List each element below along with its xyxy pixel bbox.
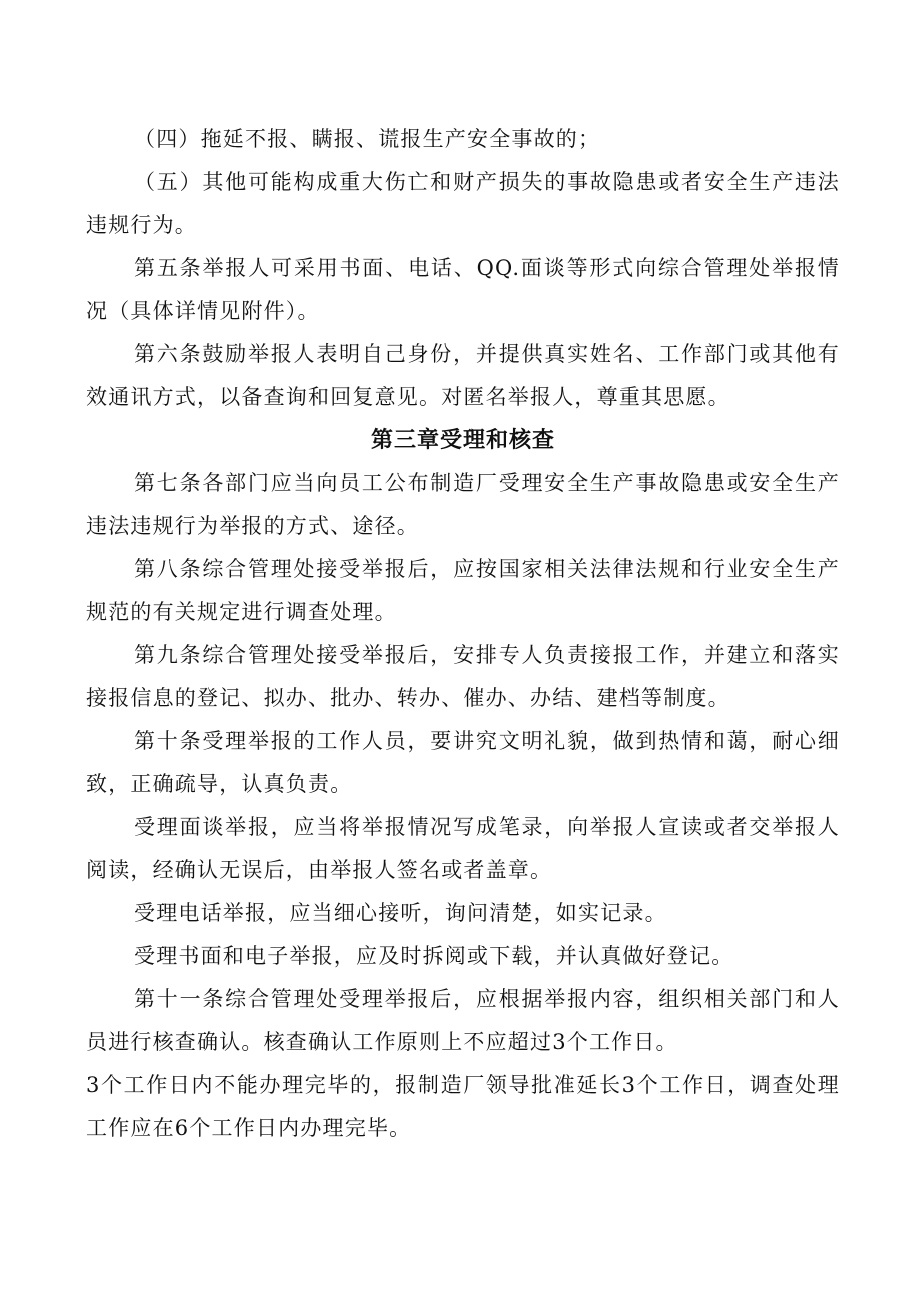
paragraph-article-8: 第八条综合管理处接受举报后，应按国家相关法律法规和行业安全生产规范的有关规定进行调查处理。 (86, 557, 840, 624)
paragraph-phone-report: 受理电话举报，应当细心接听，询问清楚，如实记录。 (134, 901, 667, 925)
paragraph-article-9: 第九条综合管理处接受举报后，安排专人负责接报工作，并建立和落实接报信息的登记、拟办、批办、转办、催办、办结、建档等制度。 (86, 643, 840, 710)
chapter-title: 第三章受理和核查 (370, 428, 555, 453)
paragraph-article-11: 第十一条综合管理处受理举报后，应根据举报内容，组织相关部门和人员进行核查确认。核查确认工作原则上不应超过3个工作日。 (86, 987, 840, 1054)
paragraph-item-4: （四）拖延不报、瞒报、谎报生产安全事故的； (134, 127, 601, 151)
paragraph-article-5: 第五条举报人可采用书面、电话、QQ.面谈等形式向综合管理处举报情况（具体详情见附件）。 (86, 256, 840, 323)
paragraph-article-10: 第十条受理举报的工作人员，要讲究文明礼貌，做到热情和蔼，耐心细致，正确疏导，认真负责。 (86, 729, 840, 796)
paragraph-extension: 3个工作日内不能办理完毕的，报制造厂领导批准延长3个工作日，调查处理工作应在6个工作日内办理完毕。 (86, 1073, 840, 1140)
paragraph-written-report: 受理书面和电子举报，应及时拆阅或下载，并认真做好登记。 (134, 944, 734, 968)
paragraph-article-7: 第七条各部门应当向员工公布制造厂受理安全生产事故隐患或安全生产违法违规行为举报的方式、途径。 (86, 471, 840, 538)
paragraph-item-5: （五）其他可能构成重大伤亡和财产损失的事故隐患或者安全生产违法违规行为。 (86, 170, 840, 237)
document-page (86, 118, 840, 1150)
paragraph-article-6: 第六条鼓励举报人表明自己身份，并提供真实姓名、工作部门或其他有效通讯方式，以备查询和回复意见。对匿名举报人，尊重其思愿。 (86, 342, 840, 409)
paragraph-interview-report: 受理面谈举报，应当将举报情况写成笔录，向举报人宣读或者交举报人阅读，经确认无误后，由举报人签名或者盖章。 (86, 815, 840, 882)
